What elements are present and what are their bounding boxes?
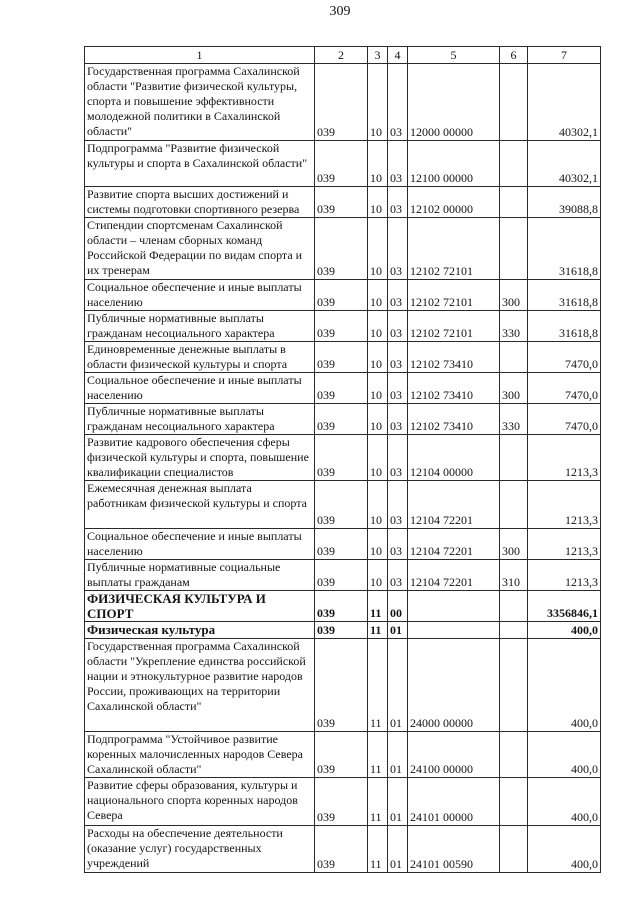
budget-table [84,46,601,873]
table-row [85,732,601,778]
cell-target-article: 12104 72201 [408,529,500,560]
cell-expense-type: 300 [500,373,528,404]
cell-section: 10 [368,218,388,280]
cell-subsection: 03 [388,435,408,481]
cell-subsection: 01 [388,778,408,826]
cell-amount: 1213,3 [528,435,601,481]
cell-target-article: 24000 00000 [408,639,500,732]
header-row [85,47,601,64]
table-row [85,481,601,529]
cell-name: Публичные нормативные выплаты гражданам несоциального характера [85,404,315,435]
cell-target-article: 12104 72201 [408,560,500,591]
table-row [85,342,601,373]
page-number: 309 [329,4,351,19]
cell-chapter: 039 [315,64,368,141]
cell-expense-type [500,218,528,280]
cell-section: 10 [368,311,388,342]
cell-section: 10 [368,187,388,218]
cell-chapter: 039 [315,435,368,481]
cell-amount: 39088,8 [528,187,601,218]
cell-subsection: 03 [388,373,408,404]
header-cell-col7: 7 [528,47,601,64]
cell-target-article: 12102 72101 [408,280,500,311]
cell-amount: 31618,8 [528,311,601,342]
cell-amount: 1213,3 [528,481,601,529]
cell-expense-type: 330 [500,404,528,435]
cell-section: 10 [368,435,388,481]
table-row [85,64,601,141]
cell-expense-type [500,435,528,481]
cell-amount: 400,0 [528,639,601,732]
cell-target-article: 12102 72101 [408,311,500,342]
cell-subsection: 03 [388,560,408,591]
cell-amount: 400,0 [528,778,601,826]
cell-subsection: 03 [388,218,408,280]
cell-expense-type [500,622,528,639]
cell-subsection: 03 [388,141,408,187]
cell-subsection: 00 [388,591,408,622]
cell-expense-type [500,141,528,187]
table-row [85,826,601,873]
cell-name: Социальное обеспечение и иные выплаты населению [85,529,315,560]
cell-chapter: 039 [315,280,368,311]
cell-amount: 1213,3 [528,529,601,560]
cell-section: 10 [368,141,388,187]
cell-expense-type: 300 [500,529,528,560]
cell-expense-type: 310 [500,560,528,591]
cell-name: ФИЗИЧЕСКАЯ КУЛЬТУРА И СПОРТ [85,591,315,622]
cell-name: Публичные нормативные социальные выплаты гражданам [85,560,315,591]
cell-subsection: 01 [388,639,408,732]
cell-subsection: 01 [388,826,408,873]
table-row [85,591,601,622]
cell-chapter: 039 [315,826,368,873]
cell-expense-type [500,778,528,826]
cell-section: 10 [368,342,388,373]
cell-amount: 40302,1 [528,141,601,187]
cell-target-article: 12100 00000 [408,141,500,187]
cell-target-article [408,622,500,639]
table-row [85,404,601,435]
cell-section: 11 [368,732,388,778]
table-row [85,778,601,826]
cell-subsection: 03 [388,311,408,342]
cell-expense-type [500,481,528,529]
cell-chapter: 039 [315,560,368,591]
cell-amount: 1213,3 [528,560,601,591]
cell-section: 11 [368,826,388,873]
cell-amount: 400,0 [528,826,601,873]
table-row [85,529,601,560]
cell-target-article: 24101 00000 [408,778,500,826]
cell-target-article: 24101 00590 [408,826,500,873]
cell-section: 10 [368,404,388,435]
cell-name: Ежемесячная денежная выплата работникам физической культуры и спорта [85,481,315,529]
cell-chapter: 039 [315,481,368,529]
cell-amount: 400,0 [528,622,601,639]
cell-section: 11 [368,778,388,826]
table-row [85,218,601,280]
cell-section: 10 [368,280,388,311]
cell-target-article: 12104 72201 [408,481,500,529]
cell-name: Подпрограмма "Развитие физической культуры и спорта в Сахалинской области" [85,141,315,187]
cell-target-article [408,591,500,622]
table-row [85,280,601,311]
cell-name: Развитие сферы образования, культуры и национального спорта коренных народов Севера [85,778,315,826]
cell-subsection: 03 [388,529,408,560]
cell-amount: 7470,0 [528,342,601,373]
cell-amount: 40302,1 [528,64,601,141]
cell-expense-type [500,732,528,778]
cell-target-article: 12102 73410 [408,404,500,435]
cell-subsection: 03 [388,342,408,373]
cell-chapter: 039 [315,373,368,404]
cell-name: Социальное обеспечение и иные выплаты населению [85,373,315,404]
cell-target-article: 12102 00000 [408,187,500,218]
cell-expense-type: 300 [500,280,528,311]
cell-name: Стипендии спортсменам Сахалинской области – членам сборных команд Российской Федерации по видам спорта и их тренерам [85,218,315,280]
cell-amount: 7470,0 [528,404,601,435]
cell-chapter: 039 [315,529,368,560]
table-row [85,622,601,639]
header-cell-col4: 4 [388,47,408,64]
cell-name: Единовременные денежные выплаты в области физической культуры и спорта [85,342,315,373]
cell-section: 10 [368,64,388,141]
header-cell-col1: 1 [85,47,315,64]
cell-expense-type [500,187,528,218]
cell-chapter: 039 [315,218,368,280]
cell-section: 10 [368,560,388,591]
cell-subsection: 03 [388,280,408,311]
table-row [85,560,601,591]
cell-section: 10 [368,529,388,560]
cell-target-article: 12104 00000 [408,435,500,481]
cell-amount: 31618,8 [528,280,601,311]
cell-chapter: 039 [315,778,368,826]
cell-name: Расходы на обеспечение деятельности (оказание услуг) государственных учреждений [85,826,315,873]
cell-name: Развитие спорта высших достижений и системы подготовки спортивного резерва [85,187,315,218]
cell-chapter: 039 [315,622,368,639]
table-row [85,373,601,404]
cell-section: 11 [368,639,388,732]
cell-expense-type [500,342,528,373]
cell-name: Государственная программа Сахалинской области "Развитие физической культуры, спорта и повышение эффективности молодежной политики в Сахалинской области" [85,64,315,141]
cell-section: 11 [368,591,388,622]
cell-chapter: 039 [315,187,368,218]
header-cell-col2: 2 [315,47,368,64]
cell-target-article: 12102 73410 [408,342,500,373]
cell-name: Публичные нормативные выплаты гражданам несоциального характера [85,311,315,342]
cell-amount: 400,0 [528,732,601,778]
cell-target-article: 12102 72101 [408,218,500,280]
cell-target-article: 12000 00000 [408,64,500,141]
cell-name: Физическая культура [85,622,315,639]
cell-subsection: 01 [388,622,408,639]
cell-chapter: 039 [315,732,368,778]
cell-section: 11 [368,622,388,639]
cell-name: Подпрограмма "Устойчивое развитие коренных малочисленных народов Севера Сахалинской области" [85,732,315,778]
cell-name: Развитие кадрового обеспечения сферы физической культуры и спорта, повышение квалификации специалистов [85,435,315,481]
cell-chapter: 039 [315,404,368,435]
cell-subsection: 01 [388,732,408,778]
cell-chapter: 039 [315,311,368,342]
cell-expense-type [500,639,528,732]
cell-section: 10 [368,481,388,529]
cell-amount: 7470,0 [528,373,601,404]
cell-amount: 31618,8 [528,218,601,280]
cell-target-article: 12102 73410 [408,373,500,404]
cell-chapter: 039 [315,639,368,732]
cell-expense-type [500,64,528,141]
cell-expense-type [500,826,528,873]
cell-subsection: 03 [388,404,408,435]
cell-expense-type: 330 [500,311,528,342]
cell-section: 10 [368,373,388,404]
header-cell-col6: 6 [500,47,528,64]
cell-expense-type [500,591,528,622]
cell-subsection: 03 [388,187,408,218]
table-row [85,187,601,218]
header-cell-col5: 5 [408,47,500,64]
table-row [85,311,601,342]
cell-chapter: 039 [315,342,368,373]
table-row [85,639,601,732]
table-row [85,435,601,481]
header-cell-col3: 3 [368,47,388,64]
cell-chapter: 039 [315,141,368,187]
cell-subsection: 03 [388,64,408,141]
cell-name: Государственная программа Сахалинской области "Укрепление единства российской нации и этнокультурное развитие народов России, проживающих на территории Сахалинской области" [85,639,315,732]
cell-name: Социальное обеспечение и иные выплаты населению [85,280,315,311]
cell-target-article: 24100 00000 [408,732,500,778]
cell-chapter: 039 [315,591,368,622]
table-row [85,141,601,187]
cell-subsection: 03 [388,481,408,529]
cell-amount: 3356846,1 [528,591,601,622]
